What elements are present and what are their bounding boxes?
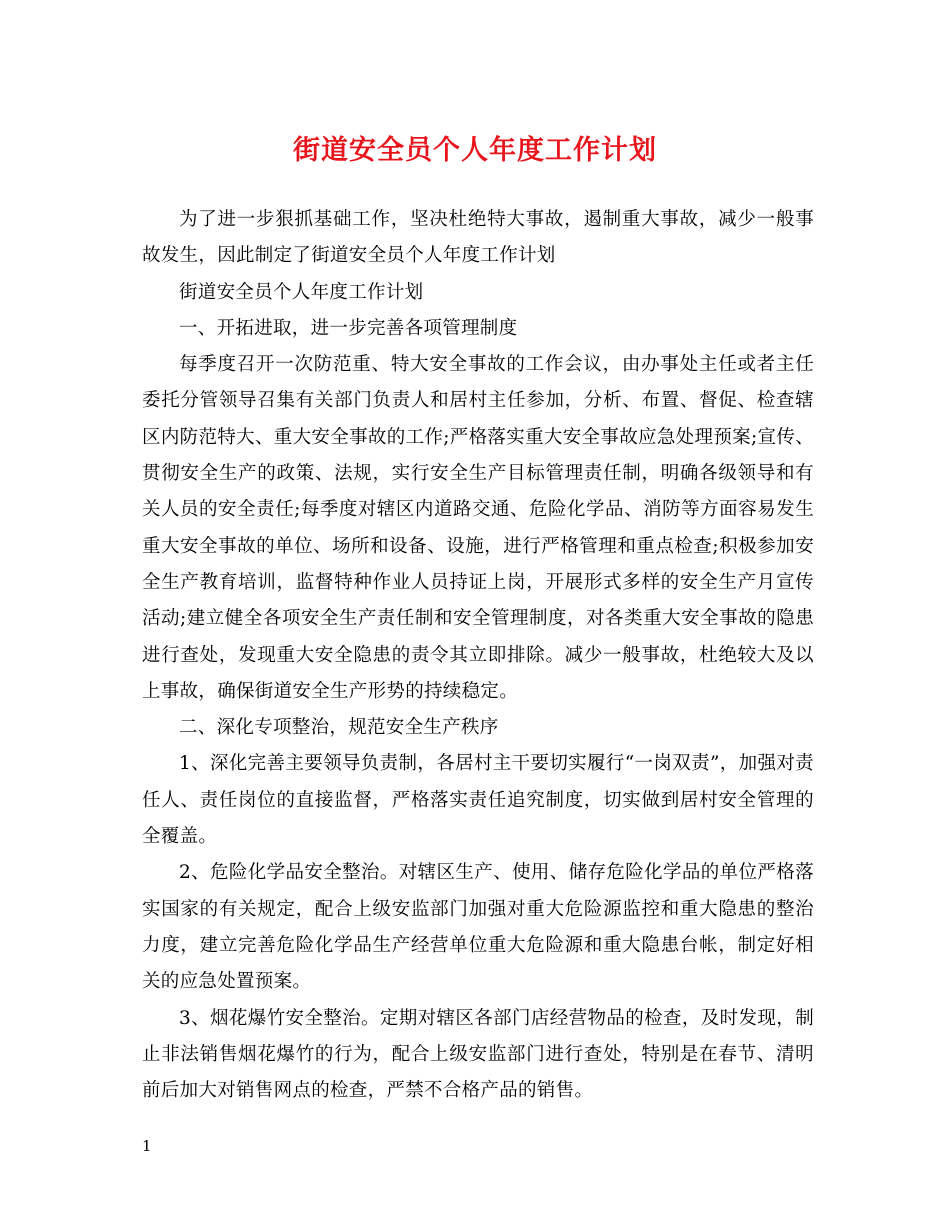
item-1-paragraph: 1、深化完善主要领导负责制，各居村主干要切实履行“一岗双责”，加强对责任人、责任岗位的直接监督，严格落实责任追究制度，切实做到居村安全管理的全覆盖。 bbox=[142, 753, 814, 848]
item-2-paragraph: 2、危险化学品安全整治。对辖区生产、使用、储存危险化学品的单位严格落实国家的有关规定，配合上级安监部门加强对重大危险源监控和重大隐患的整治力度，建立完善危险化学品生产经营单位重大危险源和重大隐患台帐，制定好相关的应急处置预案。 bbox=[142, 862, 814, 993]
section-1-paragraph: 每季度召开一次防范重、特大安全事故的工作会议，由办事处主任或者主任委托分管领导召集有关部门负责人和居村主任参加，分析、布置、督促、检查辖区内防范特大、重大安全事故的工作;严格落实重大安全事故应急处理预案;宣传、贯彻安全生产的政策、法规，实行安全生产目标管理责任制，明确各级领导和有关人员的安全责任;每季度对辖区内道路交通、危险化学品、消防等方面容易发生重大安全事故的单位、场所和设备、设施，进行严格管理和重点检查;积极参加安全生产教育培训，监督特种作业人员持证上岗，开展形式多样的安全生产月宣传活动;建立健全各项安全生产责任制和安全管理制度，对各类重大安全事故的隐患进行查处，发现重大安全隐患的责令其立即排除。减少一般事故，杜绝较大及以上事故，确保街道安全生产形势的持续稳定。 bbox=[142, 354, 814, 702]
item-3-paragraph: 3、烟花爆竹安全整治。定期对辖区各部门店经营物品的检查，及时发现，制止非法销售烟花爆竹的行为，配合上级安监部门进行查处，特别是在春节、清明前后加大对销售网点的检查，严禁不合格产品的销售。 bbox=[142, 1007, 814, 1102]
section-heading-2: 二、深化专项整治，规范安全生产秩序 bbox=[179, 717, 499, 739]
page-number: 1 bbox=[142, 1137, 152, 1155]
document-body bbox=[142, 202, 814, 1109]
page-title: 街道安全员个人年度工作计划 bbox=[293, 135, 657, 166]
section-heading-1: 一、开拓进取，进一步完善各项管理制度 bbox=[179, 317, 518, 339]
intro-paragraph: 为了进一步狠抓基础工作，坚决杜绝特大事故，遏制重大事故，减少一般事故发生，因此制定了街道安全员个人年度工作计划 bbox=[142, 209, 814, 267]
plan-subtitle: 街道安全员个人年度工作计划 bbox=[179, 281, 424, 303]
